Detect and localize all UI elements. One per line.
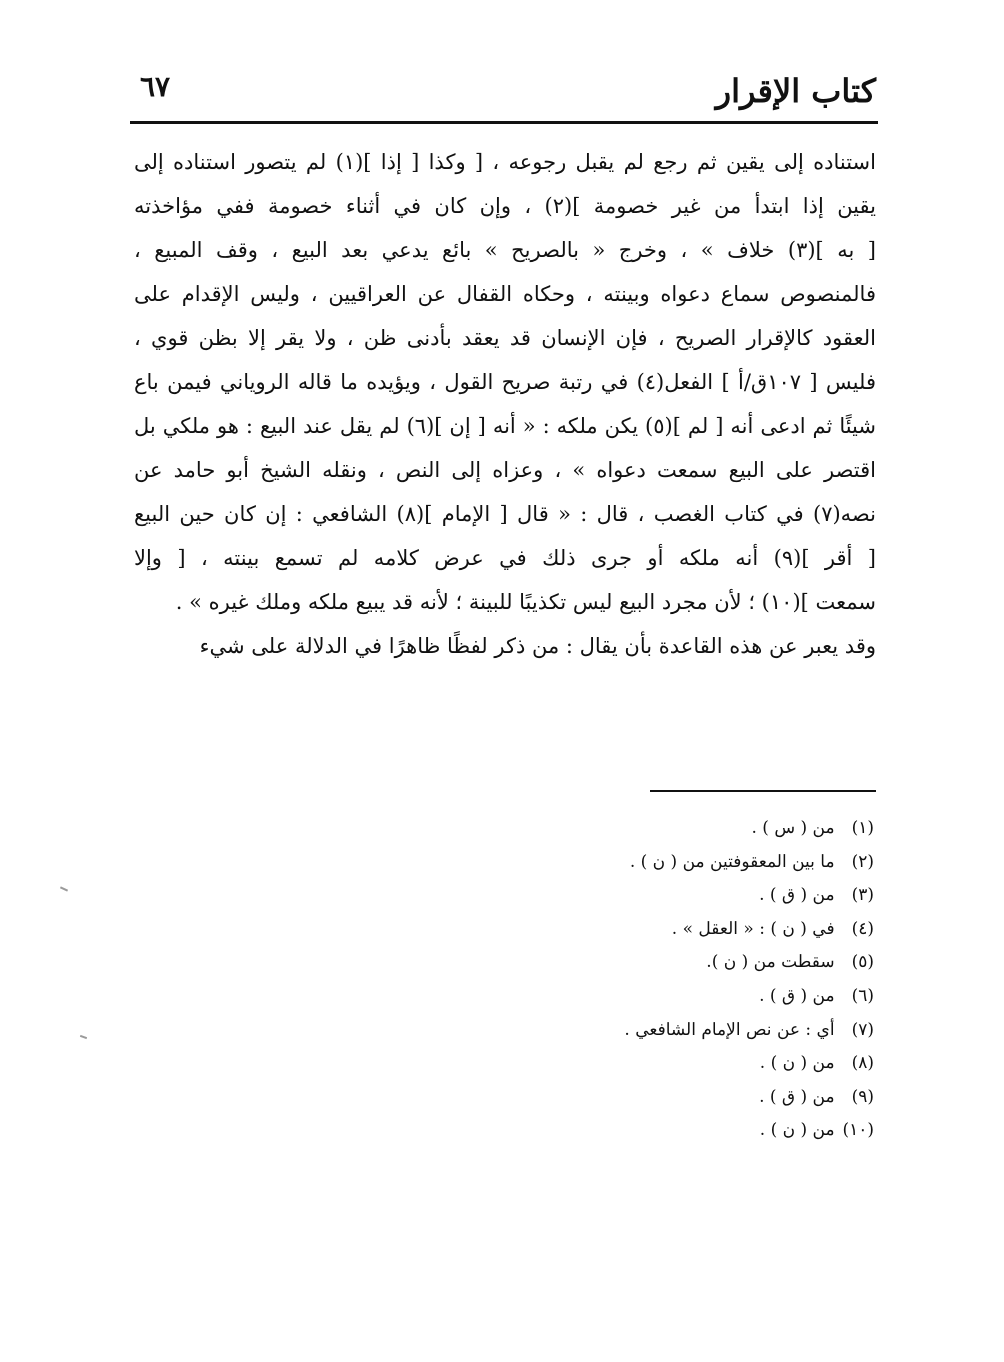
footnote-text: من ( ن ) . bbox=[759, 1053, 835, 1074]
footnote bbox=[314, 846, 874, 880]
footnote-divider bbox=[650, 790, 876, 792]
footnote-number: (١) bbox=[851, 818, 874, 838]
footnote-number: (١٠) bbox=[842, 1120, 874, 1141]
footnote-text: في ( ن ) : « العقل » . bbox=[671, 918, 835, 939]
text-line: يقين إذا ابتدأ من غير خصومة ](٢) ، وإن كان في أثناء خصومة ففي مؤاخذته bbox=[134, 194, 876, 218]
footnote-text: سقطت من ( ن ). bbox=[706, 952, 835, 973]
footnote-text: ما بين المعقوفتين من ( ن ) . bbox=[629, 851, 835, 872]
footnotes bbox=[314, 812, 874, 1148]
footnote-number: (٦) bbox=[851, 985, 874, 1006]
footnote bbox=[314, 913, 874, 947]
main-text bbox=[134, 140, 876, 668]
footnote bbox=[314, 980, 874, 1014]
footnote-number: (٧) bbox=[851, 1019, 874, 1040]
footnote-text: من ( س ) . bbox=[751, 818, 835, 838]
text-line: اقتصر على البيع سمعت دعواه » ، وعزاه إلى النص ، ونقله الشيخ أبو حامد عن bbox=[134, 458, 876, 482]
footnote-number: (٩) bbox=[851, 1086, 874, 1107]
text-line: [ به ](٣) خلاف » ، وخرج « بالصريح » بائع يدعي بعد البيع ، وقف المبيع ، bbox=[134, 238, 876, 262]
footnote-number: (٣) bbox=[851, 885, 874, 906]
footnote bbox=[314, 946, 874, 980]
page-number: ٦٧ bbox=[140, 70, 171, 103]
text-line: فليس [ ١٠٧ق/أ ] الفعل(٤) في رتبة صريح القول ، ويؤيده ما قاله الروياني فيمن باع bbox=[134, 370, 876, 394]
footnote bbox=[314, 1014, 874, 1048]
footnote-text: من ( ق ) . bbox=[759, 985, 835, 1006]
scan-speck bbox=[80, 1035, 87, 1039]
footnote-number: (٥) bbox=[851, 952, 874, 973]
scan-speck bbox=[60, 886, 68, 891]
footnote-number: (٨) bbox=[851, 1053, 874, 1074]
text-line: نصه(٧) في كتاب الغصب ، قال : « قال [ الإمام ](٨) الشافعي : إن كان حين البيع bbox=[134, 502, 876, 526]
text-line: فالمنصوص سماع دعواه وبينته ، وحكاه القفال عن العراقيين ، وليس الإقدام على bbox=[134, 282, 876, 306]
text-line: [ أقر ](٩) أنه ملكه أو جرى ذلك في عرض كلامه لم تسمع بينته ، [ وإلا bbox=[134, 546, 876, 570]
footnote bbox=[314, 1081, 874, 1115]
footnote-number: (٤) bbox=[851, 918, 874, 939]
footnote bbox=[314, 1114, 874, 1148]
text-line: العقود كالإقرار الصريح ، فإن الإنسان قد يعقد بأدنى ظن ، ولا يقر إلا بظن قوي ، bbox=[134, 326, 876, 350]
footnote bbox=[314, 879, 874, 913]
text-line: استناده إلى يقين ثم رجع لم يقبل رجوعه ، [ وكذا [ إذا ](١) لم يتصور استناده إلى bbox=[134, 150, 876, 174]
footnote bbox=[314, 812, 874, 846]
chapter-title: كتاب الإقرار bbox=[715, 72, 876, 110]
running-header bbox=[130, 70, 876, 122]
footnote-text: أي : عن نص الإمام الشافعي . bbox=[624, 1019, 835, 1040]
text-line: شيئًا ثم ادعى أنه [ لم ](٥) يكن ملكه : « أنه [ إن ](٦) لم يقل عند البيع : هو ملكي بل bbox=[134, 414, 876, 438]
footnote-number: (٢) bbox=[851, 851, 874, 872]
text-line: وقد يعبر عن هذه القاعدة بأن يقال : من ذكر لفظًا ظاهرًا في الدلالة على شيء bbox=[199, 634, 876, 658]
text-line: سمعت ](١٠) ؛ لأن مجرد البيع ليس تكذيبًا للبينة ؛ لأنه قد يبيع ملكه وملك غيره » . bbox=[175, 590, 876, 614]
footnote-text: من ( ق ) . bbox=[759, 1086, 835, 1107]
footnote bbox=[314, 1047, 874, 1081]
header-divider bbox=[130, 121, 878, 124]
footnote-text: من ( ق ) . bbox=[759, 885, 835, 906]
footnote-text: من ( ن ) . bbox=[759, 1120, 835, 1141]
